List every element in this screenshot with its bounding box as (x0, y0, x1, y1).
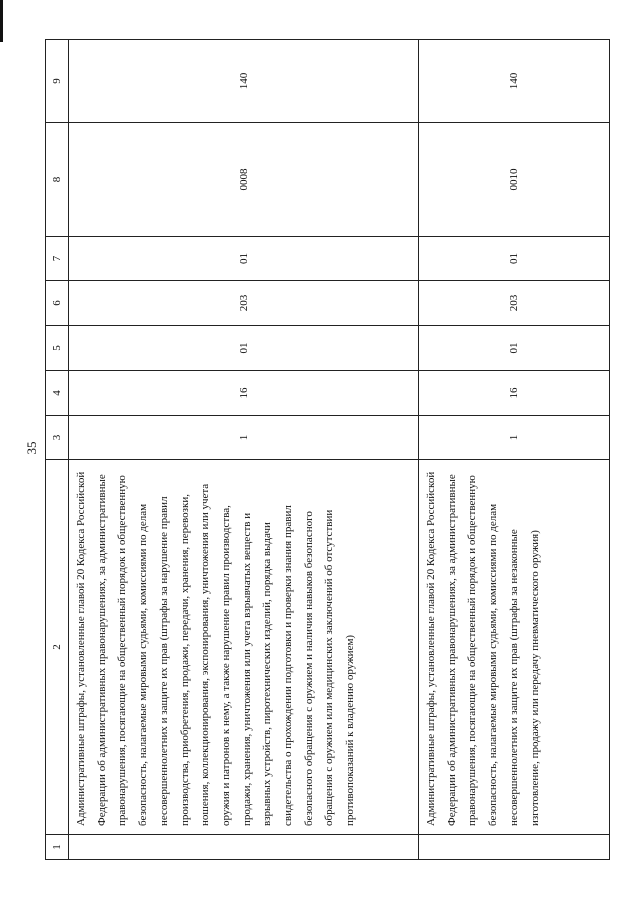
cell-col-7: 01 (419, 237, 610, 281)
table-row (69, 40, 419, 860)
page-number: 35 (24, 441, 39, 455)
column-header-9: 9 (46, 40, 69, 123)
column-header-1: 1 (46, 835, 69, 860)
cell-description: Административные штрафы, установленные главой 20 Кодекса Российской Федерации об административных правонарушениях, за административные правонарушения, посягающие на общественный порядок и общественную безопасность, налагаемые мировыми судьями, комиссиями по делам несовершеннолетних и защите их прав (штрафы за незаконные изготовление, продажу или передачу пневматического оружия) (419, 460, 610, 835)
table-row (419, 40, 610, 860)
cell-col-6: 203 (69, 281, 419, 326)
column-header-6: 6 (46, 281, 69, 326)
column-header-7: 7 (46, 237, 69, 281)
column-header-5: 5 (46, 326, 69, 371)
cell-col-1 (69, 835, 419, 860)
cell-col-5: 01 (69, 326, 419, 371)
cell-col-8: 0010 (419, 123, 610, 237)
cell-col-1 (419, 835, 610, 860)
cell-col-8: 0008 (69, 123, 419, 237)
header-row (46, 40, 69, 860)
budget-classification-table (45, 39, 610, 860)
cell-col-6: 203 (419, 281, 610, 326)
cell-col-5: 01 (419, 326, 610, 371)
cell-col-7: 01 (69, 237, 419, 281)
column-header-2: 2 (46, 460, 69, 835)
cell-col-4: 16 (69, 371, 419, 416)
cell-col-9: 140 (69, 40, 419, 123)
cell-description: Административные штрафы, установленные главой 20 Кодекса Российской Федерации об административных правонарушениях, за административные правонарушения, посягающие на общественный порядок и общественную безопасность, налагаемые мировыми судьями, комиссиями по делам несовершеннолетних и защите их прав (штрафы за нарушение правил производства, приобретения, продажи, передачи, хранения, перевозки, ношения, коллекционирования, экспонирования, уничтожения или учета оружия и патронов к нему, а также нарушение правил производства, продажи, хранения, уничтожения или учета взрывчатых веществ и взрывных устройств, пиротехнических изделий, порядка выдачи свидетельства о прохождении подготовки и проверки знания правил безопасного обращения с оружием и наличия навыков безопасного обращения с оружием или медицинских заключений об отсутствии противопоказаний к владению оружием) (69, 460, 419, 835)
scan-edge-mark (0, 0, 3, 42)
cell-col-4: 16 (419, 371, 610, 416)
column-header-4: 4 (46, 371, 69, 416)
cell-col-9: 140 (419, 40, 610, 123)
column-header-3: 3 (46, 416, 69, 460)
column-header-8: 8 (46, 123, 69, 237)
cell-col-3: 1 (69, 416, 419, 460)
cell-col-3: 1 (419, 416, 610, 460)
rotated-table-container (45, 40, 610, 860)
